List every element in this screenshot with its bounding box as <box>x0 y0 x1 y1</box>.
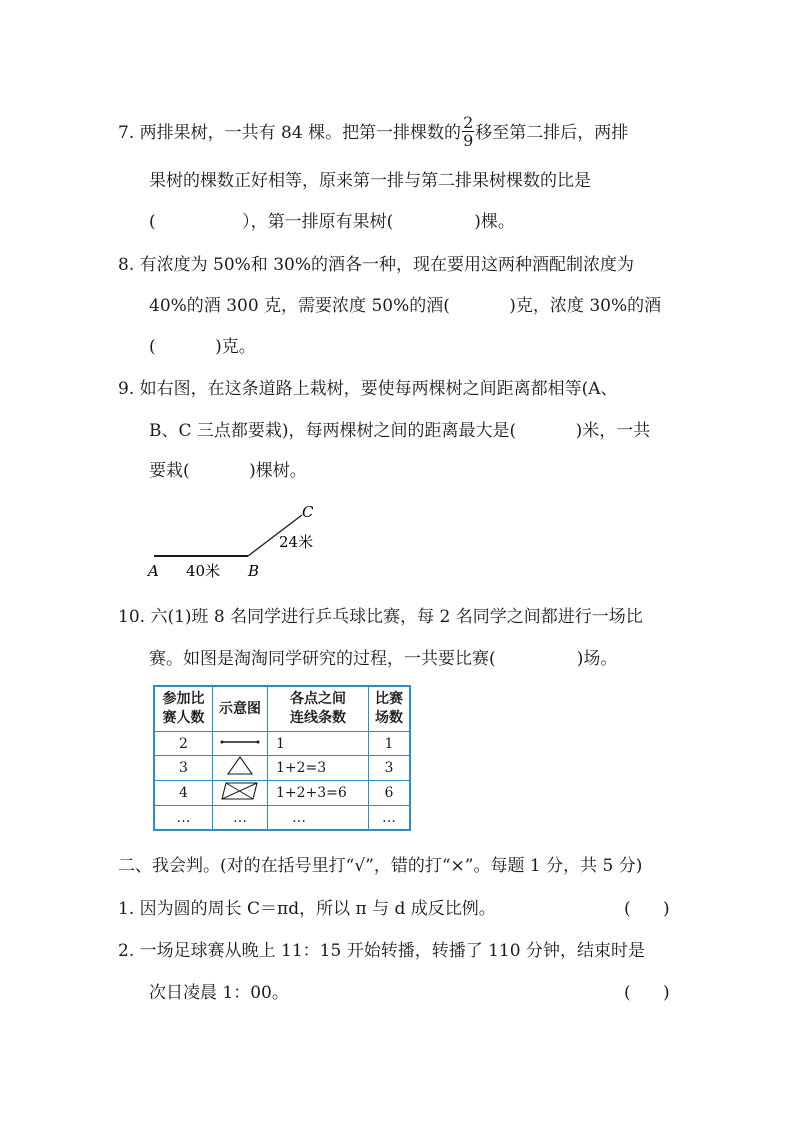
q7-line2: 果树的棵数正好相等，原来第一排与第二排果树棵数的比是 <box>149 171 591 191</box>
q9-line1: 9. 如右图，在这条道路上栽树，要使每两棵树之间距离都相等(A、 <box>118 379 618 399</box>
q7-line3: ( ），第一排原有果树( )棵。 <box>149 212 515 232</box>
cell-diagram: … <box>213 806 268 831</box>
match-table <box>153 685 411 831</box>
header-people: 参加比 赛人数 <box>154 686 213 732</box>
cell-lines: … <box>268 806 369 831</box>
quadrilateral-diagram <box>220 781 260 801</box>
q8-line2: 40%的酒 300 克，需要浓度 50%的酒( )克，浓度 30%的酒 <box>149 296 662 316</box>
judge2-answer-paren: ( ) <box>624 983 670 1003</box>
cell-games: 1 <box>369 732 411 756</box>
header-lines: 各点之间 连线条数 <box>268 686 369 732</box>
cell-diagram <box>213 756 268 781</box>
fraction-denominator: 9 <box>463 131 474 150</box>
cell-people: 3 <box>154 756 213 781</box>
cell-people: 2 <box>154 732 213 756</box>
road-diagram <box>140 498 340 584</box>
cell-people: 4 <box>154 781 213 806</box>
header-diagram: 示意图 <box>213 686 268 732</box>
table-row <box>154 732 410 756</box>
label-c: C <box>302 503 314 521</box>
cell-games: 6 <box>369 781 411 806</box>
cell-games: … <box>369 806 411 831</box>
fraction-2-9 <box>462 114 474 149</box>
q7-line1 <box>118 113 629 151</box>
judge1-text: 1. 因为圆的周长 C＝πd，所以 π 与 d 成反比例。 <box>118 899 496 919</box>
judge2-line1: 2. 一场足球赛从晚上 11：15 开始转播，转播了 110 分钟，结束时是 <box>118 941 645 961</box>
table-row <box>154 756 410 781</box>
q8-line1: 8. 有浓度为 50%和 30%的酒各一种，现在要用这两种酒配制浓度为 <box>118 255 635 275</box>
label-a: A <box>148 562 159 580</box>
judge2-line2: 次日凌晨 1：00。 <box>149 983 289 1003</box>
label-b: B <box>248 562 260 580</box>
two-points-diagram <box>218 735 262 749</box>
q8-line3: ( )克。 <box>149 337 256 357</box>
cell-games: 3 <box>369 756 411 781</box>
cell-lines: 1 <box>268 732 369 756</box>
section2-title: 二、我会判。(对的在括号里打“√”，错的打“×”。每题 1 分，共 5 分) <box>118 856 643 876</box>
fraction-numerator: 2 <box>463 113 474 132</box>
label-ab: 40米 <box>186 562 221 580</box>
table-row <box>154 806 410 831</box>
cell-people: … <box>154 806 213 831</box>
q7-line1-text-a: 7. 两排果树，一共有 84 棵。把第一排棵数的 <box>118 123 462 143</box>
cell-diagram <box>213 781 268 806</box>
q7-line1-text-b: 移至第二排后，两排 <box>475 123 629 143</box>
table-row <box>154 781 410 806</box>
cell-lines: 1+2=3 <box>268 756 369 781</box>
cell-lines: 1+2+3=6 <box>268 781 369 806</box>
q9-line3: 要栽( )棵树。 <box>149 461 307 481</box>
triangle-diagram <box>225 756 255 776</box>
q10-line2: 赛。如图是淘淘同学研究的过程，一共要比赛( )场。 <box>149 649 618 669</box>
cell-diagram <box>213 732 268 756</box>
q9-line2: B、C 三点都要栽)，每两棵树之间的距离最大是( )米，一共 <box>149 421 651 441</box>
table-header-row <box>154 686 410 732</box>
judge1-answer-paren: ( ) <box>624 899 670 919</box>
q10-line1: 10. 六(1)班 8 名同学进行乒乓球比赛，每 2 名同学之间都进行一场比 <box>118 607 643 627</box>
label-bc: 24米 <box>279 533 314 551</box>
header-games: 比赛 场数 <box>369 686 411 732</box>
